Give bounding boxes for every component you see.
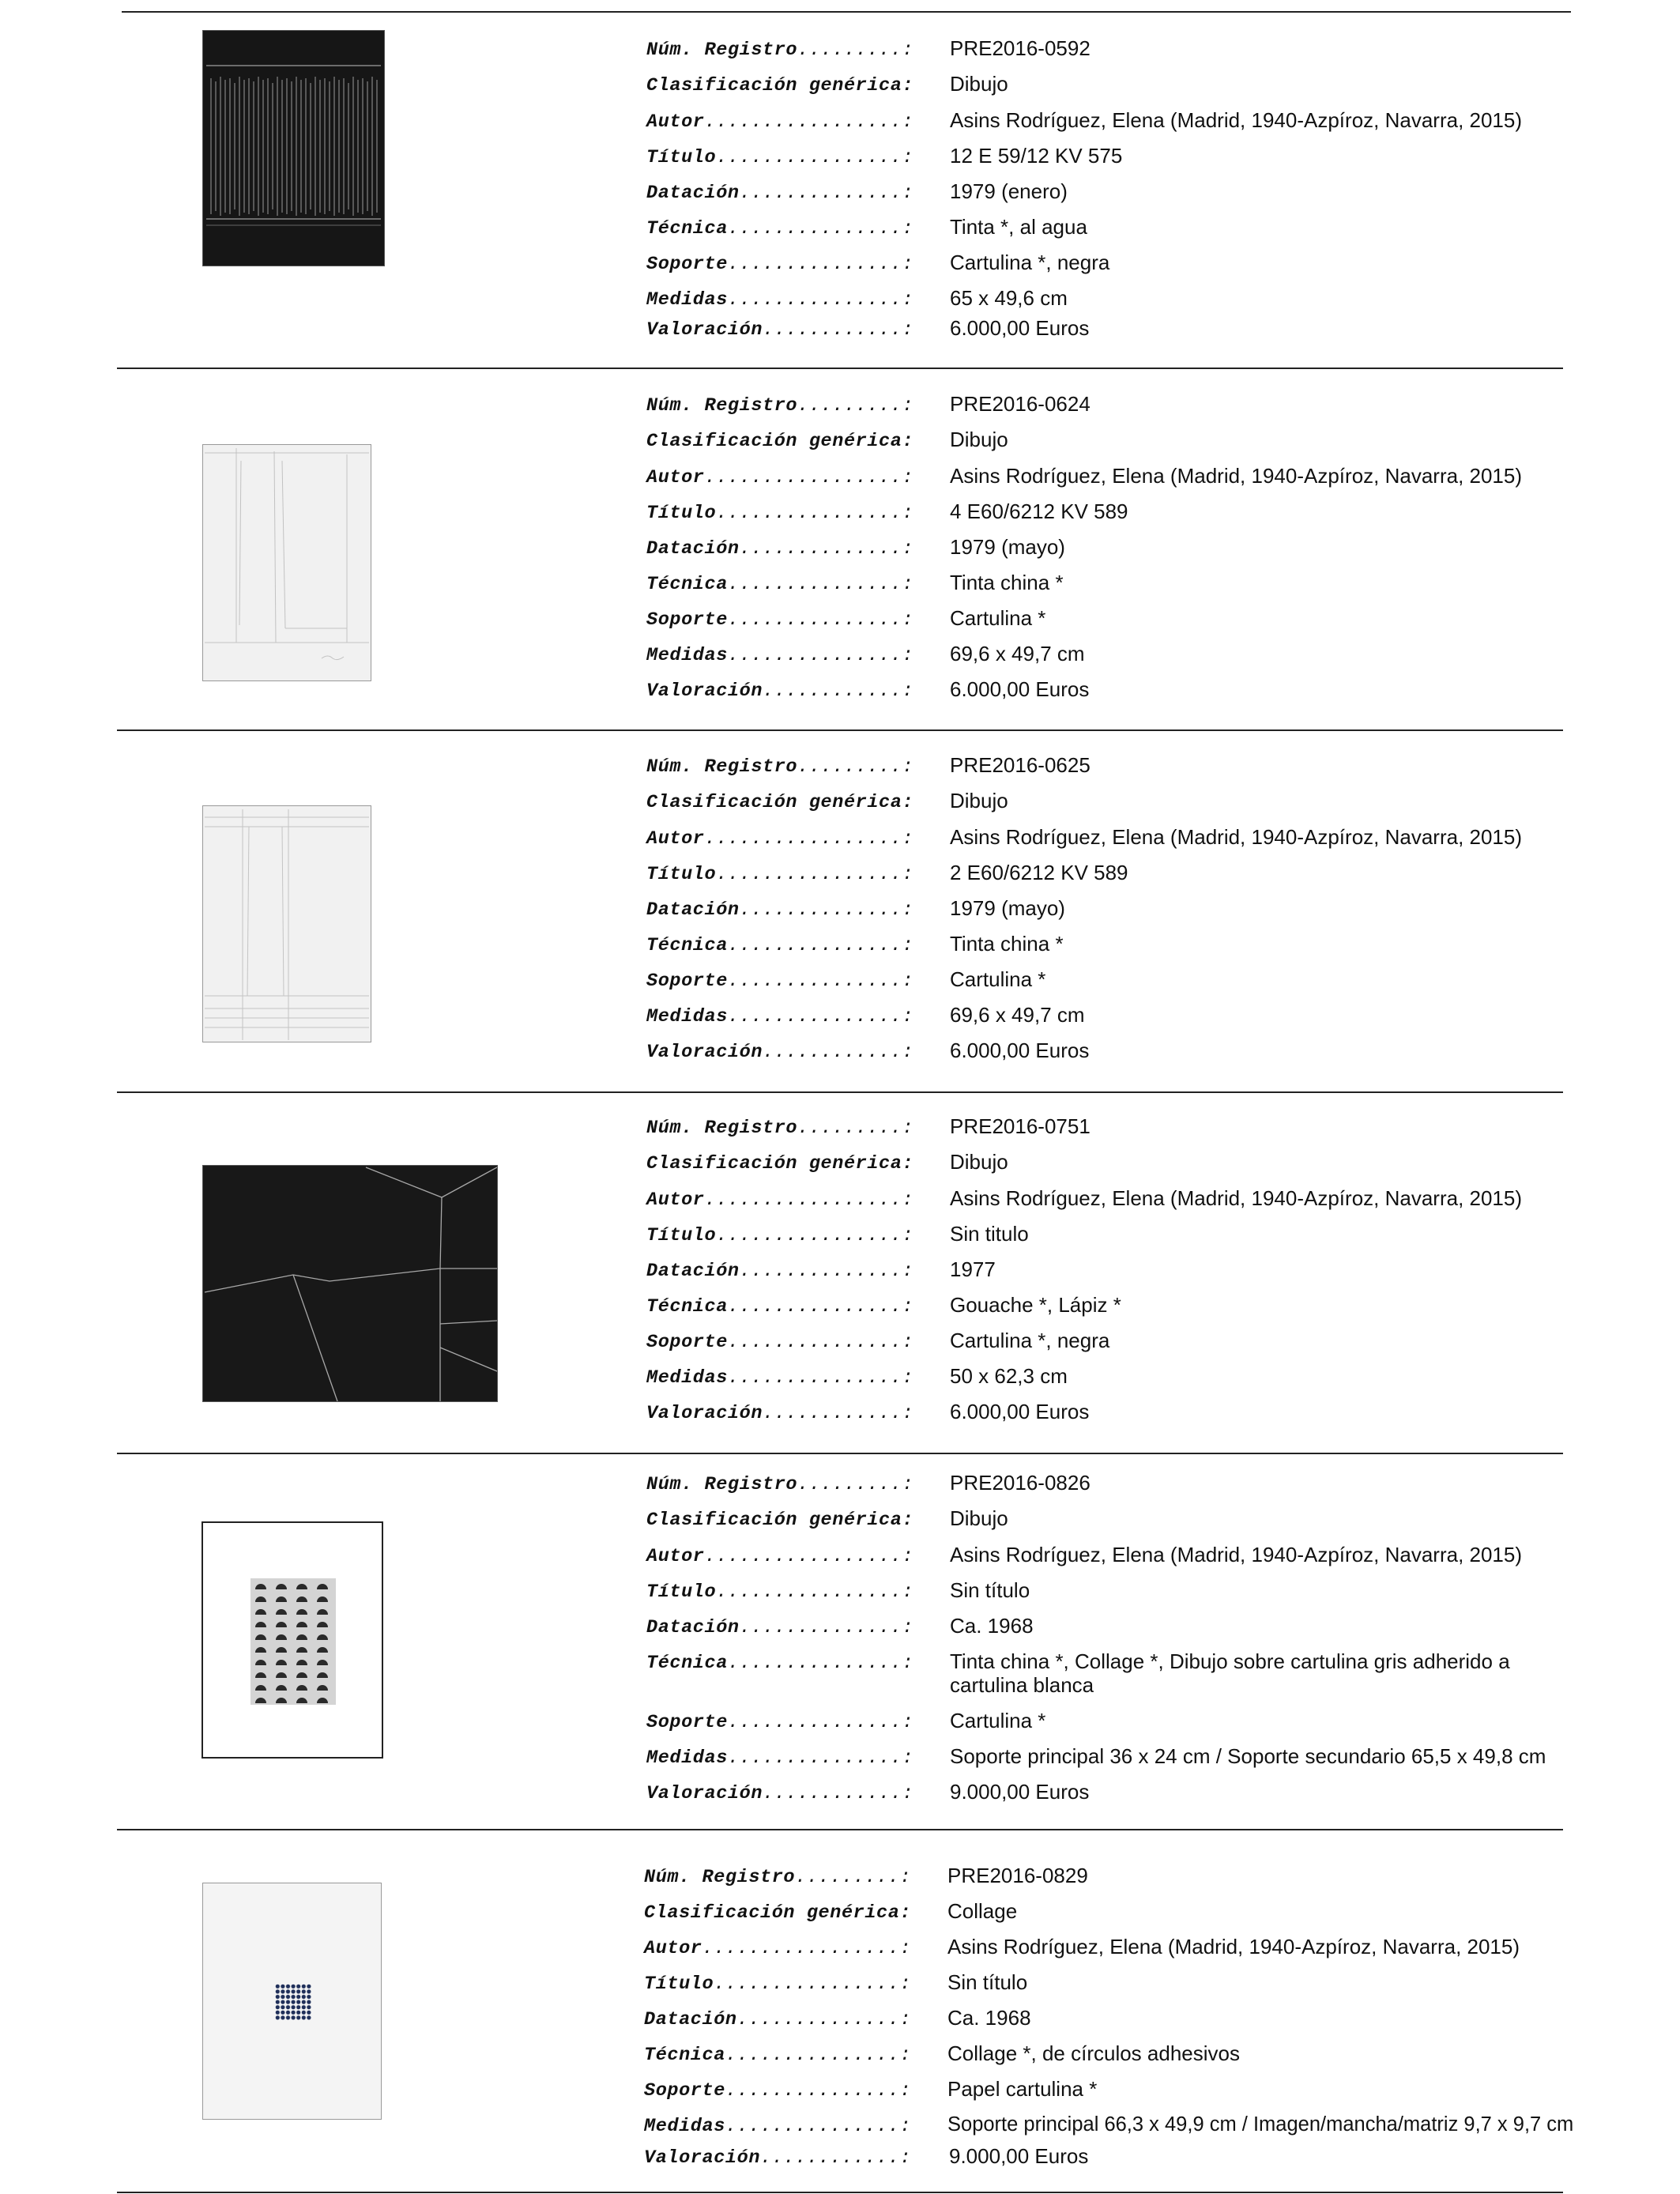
artwork-image-white-lines (203, 806, 371, 1042)
artwork-image-dot-grid (275, 1984, 311, 2020)
separator (117, 368, 1563, 369)
artwork-thumbnail (202, 1165, 498, 1402)
separator (117, 1091, 1563, 1093)
separator (117, 1829, 1563, 1830)
artwork-image-white-lines (203, 445, 371, 680)
artwork-thumbnail (202, 805, 371, 1042)
artwork-thumbnail (202, 444, 371, 681)
artwork-image-black-lines (203, 1166, 497, 1401)
artwork-thumbnail (202, 1521, 383, 1759)
separator-bottom (117, 2192, 1563, 2193)
catalog-page: Núm. Registro.........: PRE2016-0592 Clasificación genérica: Dibujo Autor.................: Asins Rodríguez, Elena (Madrid, 1940-Azpíroz, Navarra, 2015) Título................: 12 E 59/12 KV 575 Datación..............: 1979 (enero) Técnica...............: Tinta *, al agua Soporte...............: Cartulina *, negra Medidas...............: 65 x 49,6 cm Valoración............: 6.000,00 Euros Núm. Registro.........: PRE2016-0624 Clasificación genérica: Dibujo Autor.................: Asins Rodríguez, Elena (Madrid, 1940-Azpíroz, Navarra, 2015) Título................: 4 E60/6212 KV 589 Datación..............: 1979 (mayo) Técnica...............: Tinta china * Soporte...............: Cartulina * Medidas...............: 69,6 x 49,7 cm Valoración............: 6.000,00 Euros Núm. Registro.........: PRE2016-0625 Clasificación genérica: Dibujo Autor.................: Asins Rodríguez, Elena (Madrid, 1940-Azpíroz, Navarra, 2015) Título................: 2 E60/6212 KV 589 Datación..............: 1979 (mayo) Técnica...............: Tinta china * Soporte...............: Cartulina * Medidas...............: 69,6 x 49,7 cm Valoración............: 6.000,00 Euros Núm. Registro.........: PRE2016-0751 Clasificación genérica: Dibujo Autor.................: Asins Rodríguez, Elena (Madrid, 1940-Azpíroz, Navarra, 2015) Título................: Sin titulo Datación..............: 1977 Técnica...............: Gouache *, Lápiz * Soporte...............: Cartulina *, negra Medidas...............: 50 x 62,3 cm Valoración............: 6.000,00 Euros Núm. Registro.........: PRE2016-0826 Clasificación genérica: Dibujo Autor.................: Asins Rodríguez, Elena (Madrid, 1940-Azpíroz, Navarra, 2015) Título................: Sin título Datación..............: Ca. 1968 Técnica...............: Tinta china *, Collage *, Dibujo sobre cartulina gris adherido a cartulina blanca Soporte...............: Cartulina * Medidas...............: Soporte principal 36 x 24 cm / Soporte secundario 65,5 x 49,8 cm Valoración............: 9.000,00 Euros Núm. Registro.........: PRE2016-0829 Clasificación genérica: Collage Autor.................: Asins Rodríguez, Elena (Madrid, 1940-Azpíroz, Navarra, 2015) Título................: Sin título Datación..............: Ca. 1968 Técnica...............: Collage *, de círculos adhesivos Soporte...............: Papel cartulina * Medidas...............: Soporte principal 66,3 x 49,9 cm / Imagen/mancha/matriz 9,7 x 9,7 cm Valoración............: 9.000,00 Euros (0, 0, 1680, 2194)
separator-top (122, 11, 1571, 13)
artwork-image-vertical-lines (203, 31, 384, 266)
artwork-image-grey-card (250, 1578, 336, 1705)
separator (117, 1453, 1563, 1454)
artwork-thumbnail (202, 30, 385, 266)
separator (117, 729, 1563, 731)
artwork-thumbnail (202, 1883, 382, 2120)
